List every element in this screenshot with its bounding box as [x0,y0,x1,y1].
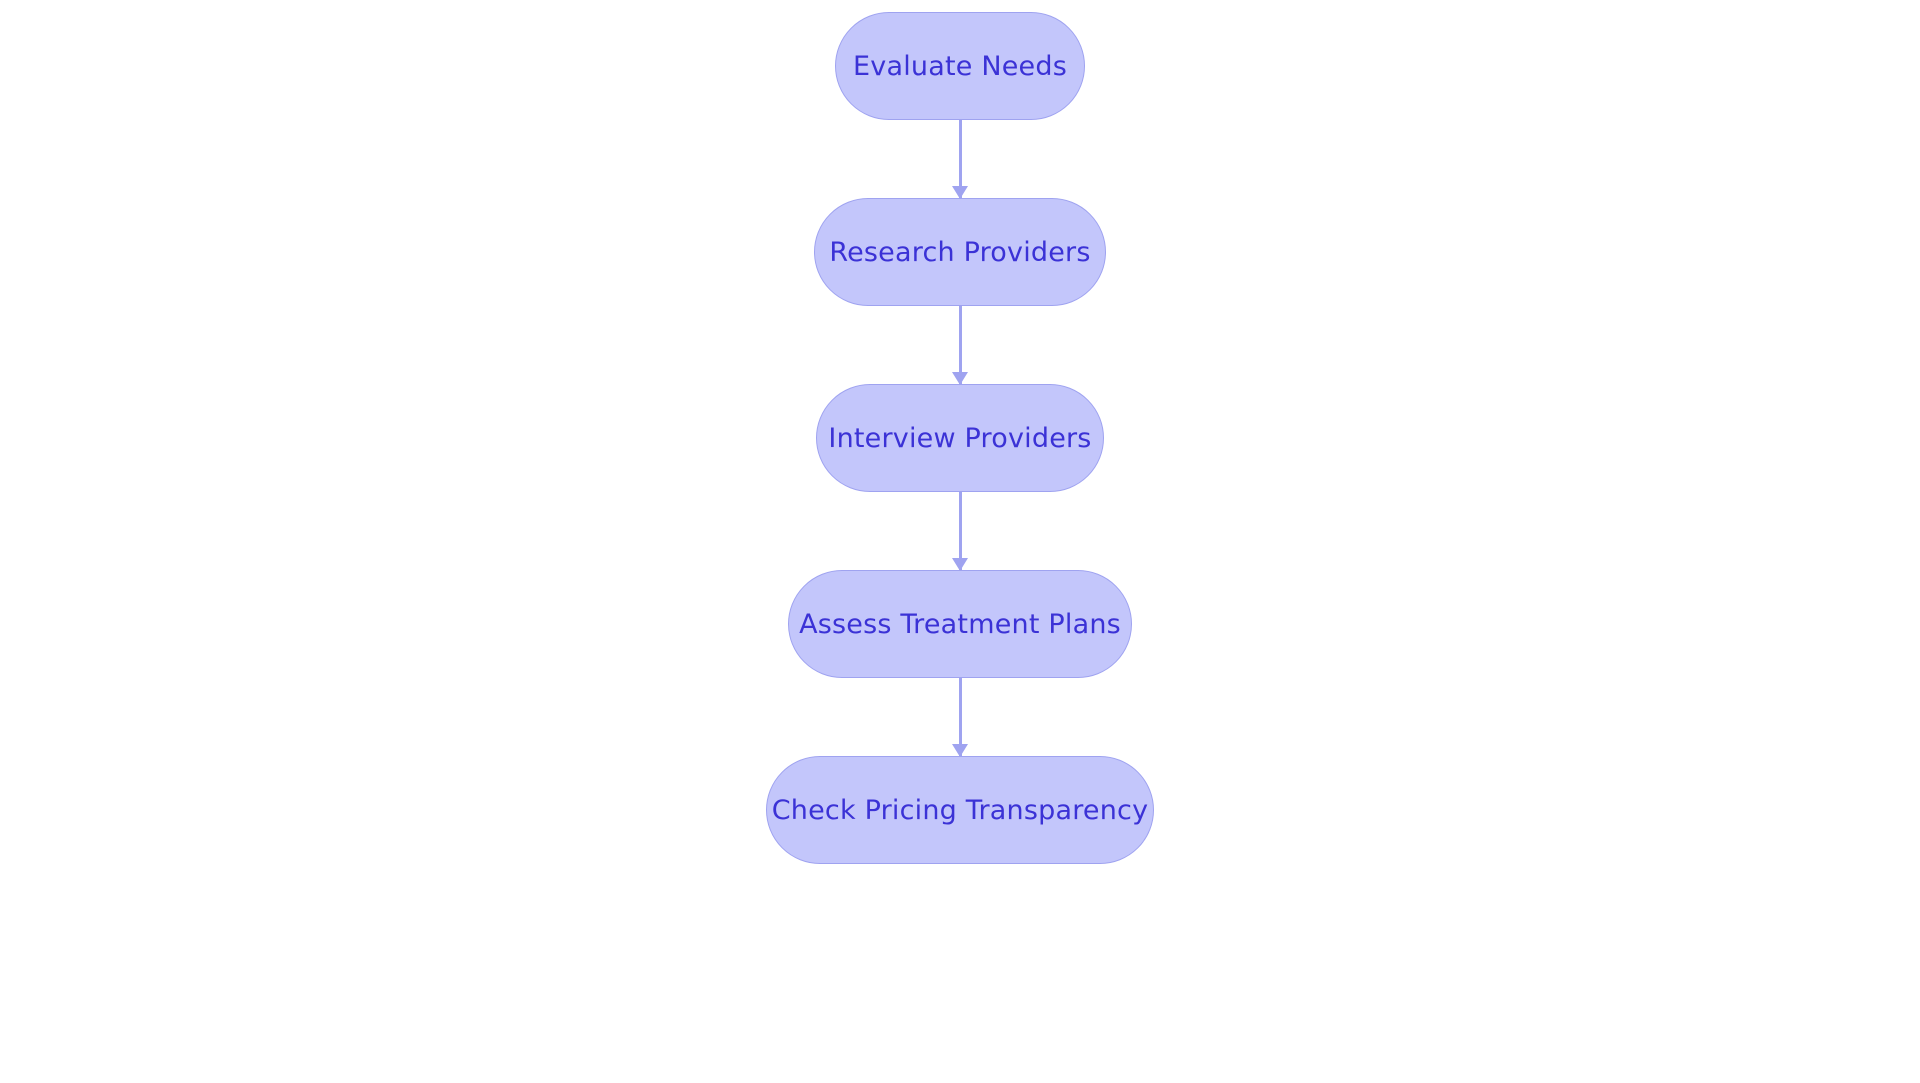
flow-node-assess-treatment-plans[interactable] [788,570,1132,678]
flow-node-check-pricing-transparency[interactable] [766,756,1154,864]
flow-node-label: Evaluate Needs [853,50,1067,82]
arrow-down-icon [952,744,968,757]
flow-node-interview-providers[interactable] [816,384,1104,492]
flow-node-label: Assess Treatment Plans [799,608,1121,640]
connector-node4-node5 [959,678,962,756]
flow-node-evaluate-needs[interactable] [835,12,1085,120]
connector-node3-node4 [959,492,962,570]
connector-node2-node3 [959,306,962,384]
flow-node-research-providers[interactable] [814,198,1106,306]
arrow-down-icon [952,372,968,385]
flow-node-label: Check Pricing Transparency [771,794,1149,826]
connector-node1-node2 [959,120,962,198]
arrow-down-icon [952,186,968,199]
arrow-down-icon [952,558,968,571]
flow-node-label: Interview Providers [828,422,1092,454]
flow-node-label: Research Providers [829,236,1091,268]
